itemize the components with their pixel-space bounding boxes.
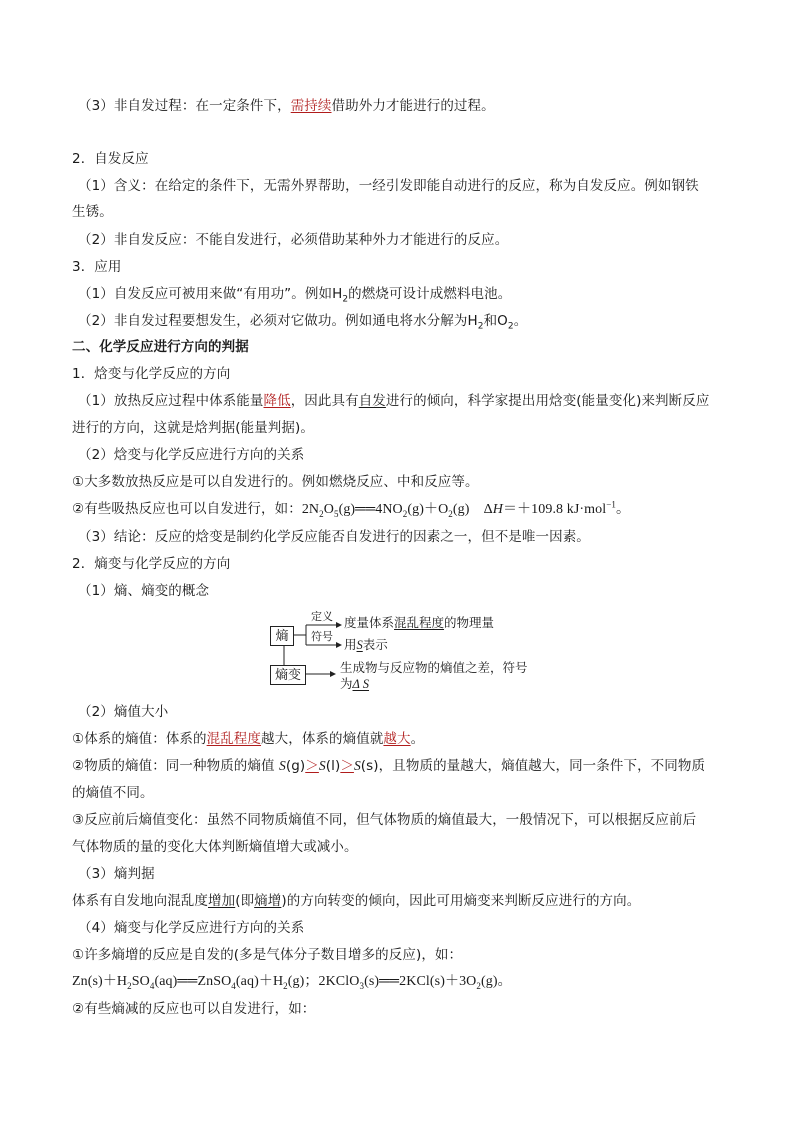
entropy-point-2-line-1: ②物质的熵值：同一种物质的熵值 S(g)＞S(l)＞S(s)，且物质的量越大，熵值越大，同一条件下，不同物质 <box>72 758 706 774</box>
entropy-relation-point-1: ①许多熵增的反应是自发的(多是气体分子数目增多的反应)，如： <box>72 947 463 963</box>
section-heading-criteria: 二、化学反应进行方向的判据 <box>72 339 249 355</box>
entropy-criterion-heading: （3）熵判据 <box>78 866 155 882</box>
underlined-term: 自发 <box>358 393 386 409</box>
entropy-point-2-line-2: 的熵值不同。 <box>72 785 154 801</box>
entropy-point-3-line-1: ③反应前后熵值变化：虽然不同物质熵值不同，但气体物质的熵值最大，一般情况下，可以根据反应前后 <box>72 812 697 828</box>
entropy-box: 熵 <box>270 626 294 646</box>
enthalpy-point-1: ①大多数放热反应是可以自发进行的。例如燃烧反应、中和反应等。 <box>72 474 479 490</box>
application-line-2: （2）非自发过程要想发生，必须对它做功。例如通电将水分解为$H_2$和$O_2$。 <box>78 313 528 332</box>
enthalpy-relation-heading: （2）焓变与化学反应进行方向的关系 <box>78 447 305 463</box>
heading-entropy: 2．熵变与化学反应的方向 <box>72 556 231 572</box>
enthalpy-line-1: （1）放热反应过程中体系能量降低，因此具有自发进行的倾向，科学家提出用焓变(能量变化)来判断反应 <box>78 393 710 409</box>
enthalpy-point-2: ②有些吸热反应也可以自发进行，如：$2N_2O_5(g)══4NO_2(g)+O_2(g)$ ΔH＝＋109.8 kJ·mol$^{-1}$。 <box>72 499 631 519</box>
enthalpy-line-2: 进行的方向，这就是焓判据(能量判据)。 <box>72 420 314 436</box>
entropy-point-3-line-2: 气体物质的量的变化大体判断熵值增大或减小。 <box>72 839 358 855</box>
heading-spontaneous-reaction: 2．自发反应 <box>72 151 149 167</box>
entropy-concept-heading: （1）熵、熵变的概念 <box>78 583 210 599</box>
application-line-1: （1）自发反应可被用来做“有用功”。例如$H_2$的燃烧可设计成燃料电池。 <box>78 286 512 305</box>
non-spontaneous-reaction-line: （2）非自发反应：不能自发进行，必须借助某种外力才能进行的反应。 <box>78 232 509 248</box>
highlight-term: 越大 <box>383 731 411 747</box>
entropy-change-definition: 生成物与反应物的熵值之差，符号 <box>340 661 528 675</box>
entropy-symbol: 用S表示 <box>344 638 388 652</box>
entropy-definition: 度量体系混乱程度的物理量 <box>344 616 495 630</box>
symbol-label: 符号 <box>311 631 333 643</box>
highlight-term: 混乱程度 <box>206 731 262 747</box>
entropy-value-heading: （2）熵值大小 <box>78 704 169 720</box>
entropy-change-symbol: 为Δ S <box>340 677 370 691</box>
definition-line-2: 生锈。 <box>72 204 113 220</box>
entropy-increase-equations: $Zn(s)+H_2SO_4(aq)══ZnSO_4(aq)+H_2(g)$；$2KClO_3(s)══2KCl(s)+3O_2(g)$。 <box>72 974 512 991</box>
entropy-relation-point-2: ②有些熵减的反应也可以自发进行，如： <box>72 1001 316 1017</box>
entropy-relation-heading: （4）熵变与化学反应进行方向的关系 <box>78 920 305 936</box>
non-spontaneous-process-line: （3）非自发过程：在一定条件下，需持续借助外力才能进行的过程。 <box>78 98 495 114</box>
definition-line-1: （1）含义：在给定的条件下，无需外界帮助，一经引发即能自动进行的反应，称为自发反应。例如钢铁 <box>78 178 699 194</box>
entropy-concept-diagram <box>264 612 564 694</box>
highlight-term: 需持续 <box>290 98 332 114</box>
entropy-point-1: ①体系的熵值：体系的混乱程度越大，体系的熵值就越大。 <box>72 731 425 747</box>
heading-enthalpy: 1．焓变与化学反应的方向 <box>72 366 231 382</box>
chemical-equation: $2N_2O_5(g)══4NO_2(g)+O_2(g)$ ΔH＝＋109.8 kJ·mol$^{-1}$。 <box>301 499 631 519</box>
entropy-criterion-text: 体系有自发地向混乱度增加(即熵增)的方向转变的倾向，因此可用熵变来判断反应进行的方向。 <box>72 893 641 909</box>
highlight-term: 降低 <box>263 393 291 409</box>
definition-label: 定义 <box>311 611 333 623</box>
enthalpy-conclusion: （3）结论：反应的焓变是制约化学反应能否自发进行的因素之一，但不是唯一因素。 <box>78 529 590 545</box>
entropy-change-box: 熵变 <box>270 665 306 685</box>
heading-application: 3．应用 <box>72 259 122 275</box>
